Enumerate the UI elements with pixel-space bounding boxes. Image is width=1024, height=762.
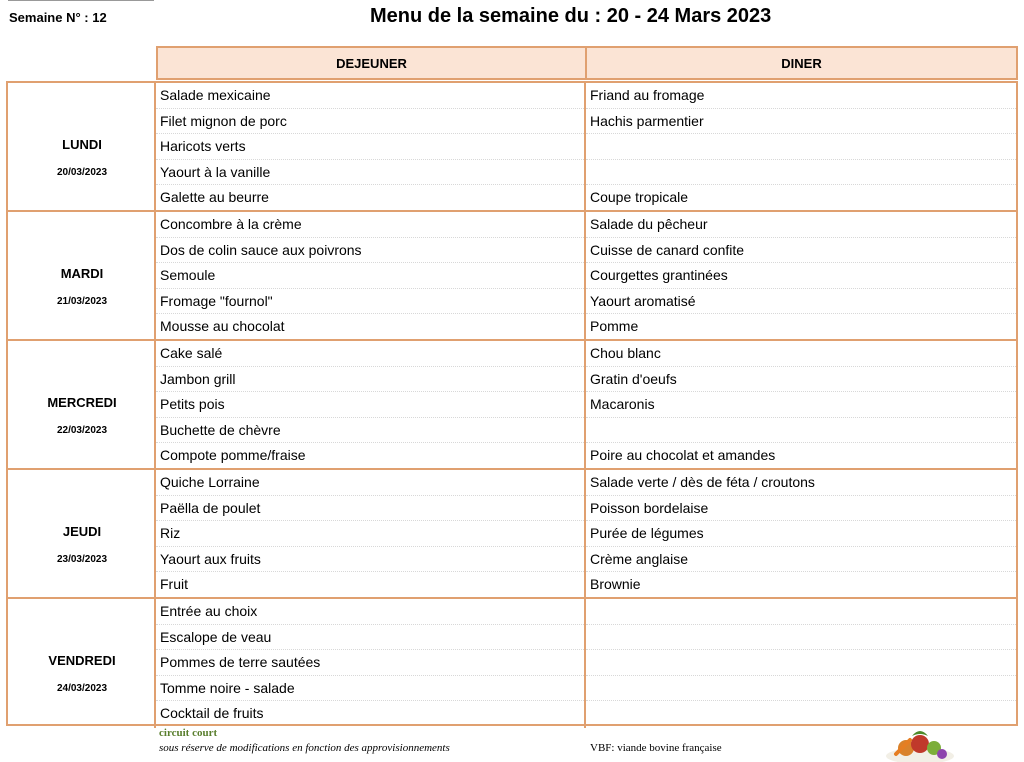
diner-cell	[586, 599, 1016, 728]
day-name: LUNDI	[62, 137, 102, 152]
menu-item	[586, 134, 1016, 160]
menu-item: Salade verte / dès de féta / croutons	[586, 470, 1016, 496]
menu-item	[586, 676, 1016, 702]
menu-item: Crème anglaise	[586, 547, 1016, 573]
menu-item: Jambon grill	[156, 367, 584, 393]
day-date: 23/03/2023	[56, 554, 108, 565]
menu-item: Friand au fromage	[586, 83, 1016, 109]
reserve-note: sous réserve de modifications en fonction des approvisionnements	[159, 742, 450, 754]
day-row-lundi	[8, 83, 1016, 212]
menu-item	[586, 599, 1016, 625]
menu-item	[586, 418, 1016, 444]
day-date: 24/03/2023	[56, 683, 108, 694]
menu-item	[586, 625, 1016, 651]
day-row-mardi	[8, 212, 1016, 341]
day-date: 20/03/2023	[56, 167, 108, 178]
day-cell	[8, 212, 156, 339]
dejeuner-cell	[156, 341, 586, 468]
day-cell	[8, 470, 156, 597]
menu-item: Salade du pêcheur	[586, 212, 1016, 238]
dejeuner-cell	[156, 599, 586, 728]
menu-item: Fruit	[160, 576, 188, 593]
menu-item: Brownie	[590, 576, 641, 593]
dejeuner-cell	[156, 470, 586, 597]
menu-item: Poisson bordelaise	[586, 496, 1016, 522]
menu-table	[6, 81, 1018, 726]
menu-item: Quiche Lorraine	[156, 470, 584, 496]
vegetables-icon	[876, 726, 956, 762]
day-name: VENDREDI	[48, 653, 116, 668]
menu-item: Concombre à la crème	[156, 212, 584, 238]
menu-item: Purée de légumes	[586, 521, 1016, 547]
day-row-vendredi	[8, 599, 1016, 728]
menu-item: Compote pomme/fraise	[160, 447, 306, 464]
day-cell	[8, 599, 156, 728]
week-number: Semaine N° : 12	[9, 10, 107, 25]
menu-item: Coupe tropicale	[590, 189, 689, 206]
menu-item: Mousse au chocolat	[160, 318, 285, 335]
diner-cell	[586, 341, 1016, 468]
menu-item: Tomme noire - salade	[156, 676, 584, 702]
day-row-jeudi	[8, 470, 1016, 599]
day-row-mercredi	[8, 341, 1016, 470]
dejeuner-cell	[156, 212, 586, 339]
menu-item: Hachis parmentier	[586, 109, 1016, 135]
day-date: 22/03/2023	[56, 425, 108, 436]
menu-item: Dos de colin sauce aux poivrons	[156, 238, 584, 264]
menu-item: Fromage "fournol"	[156, 289, 584, 315]
menu-item: Galette au beurre	[160, 189, 269, 206]
menu-item: Cocktail de fruits	[160, 705, 264, 722]
menu-item: Macaronis	[586, 392, 1016, 418]
day-date: 21/03/2023	[56, 296, 108, 307]
circuit-court-note: circuit court	[159, 727, 218, 739]
menu-item: Filet mignon de porc	[156, 109, 584, 135]
menu-item: Courgettes grantinées	[586, 263, 1016, 289]
diner-cell	[586, 83, 1016, 210]
menu-item: Yaourt aromatisé	[586, 289, 1016, 315]
menu-item: Chou blanc	[586, 341, 1016, 367]
dejeuner-cell	[156, 83, 586, 210]
menu-item: Paëlla de poulet	[156, 496, 584, 522]
menu-item: Pomme	[590, 318, 639, 335]
menu-item: Salade mexicaine	[156, 83, 584, 109]
menu-item: Entrée au choix	[156, 599, 584, 625]
day-name: MERCREDI	[47, 395, 117, 410]
menu-item: Petits pois	[156, 392, 584, 418]
menu-item: Yaourt à la vanille	[156, 160, 584, 186]
menu-item: Haricots verts	[156, 134, 584, 160]
menu-item: Riz	[156, 521, 584, 547]
diner-cell	[586, 212, 1016, 339]
menu-item: Pommes de terre sautées	[156, 650, 584, 676]
page-title: Menu de la semaine du : 20 - 24 Mars 2023	[370, 5, 772, 27]
day-cell	[8, 341, 156, 468]
menu-item: Yaourt aux fruits	[156, 547, 584, 573]
menu-item	[586, 701, 1016, 727]
day-name: JEUDI	[62, 524, 102, 539]
vbf-note: VBF: viande bovine française	[590, 742, 722, 754]
menu-item: Poire au chocolat et amandes	[590, 447, 776, 464]
column-header-dejeuner: DEJEUNER	[156, 46, 586, 80]
diner-cell	[586, 470, 1016, 597]
menu-item: Semoule	[156, 263, 584, 289]
menu-item: Cuisse de canard confite	[586, 238, 1016, 264]
column-header-row	[156, 46, 1018, 80]
menu-item: Escalope de veau	[156, 625, 584, 651]
column-header-diner: DINER	[586, 46, 1018, 80]
day-name: MARDI	[60, 266, 104, 281]
menu-item: Buchette de chèvre	[156, 418, 584, 444]
menu-item: Gratin d'oeufs	[586, 367, 1016, 393]
top-rule	[8, 0, 154, 1]
day-cell	[8, 83, 156, 210]
menu-item	[586, 650, 1016, 676]
menu-item: Cake salé	[156, 341, 584, 367]
menu-item	[586, 160, 1016, 186]
